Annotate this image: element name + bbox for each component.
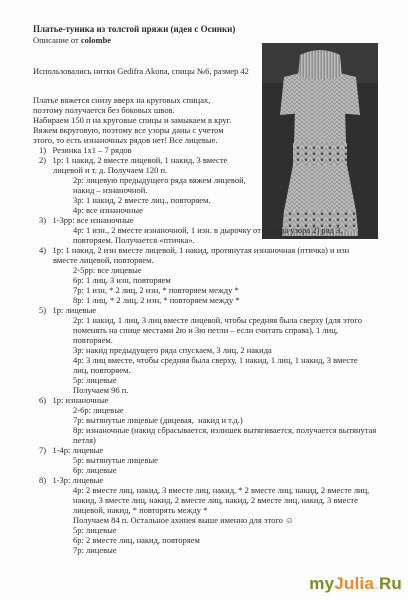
instruction-line: 5р: вытянутые лицевые: [73, 455, 158, 465]
instruction-line: 6р: лицевые: [73, 465, 117, 475]
instruction-line: 5) 1р: лицевые: [39, 305, 97, 315]
instruction-line: 2) 1р: 1 накид, 2 вместе лицевой, 1 накид, 3 вместе: [39, 155, 228, 165]
instruction-line: Вяжем вкруговую, поэтому все узоры даны с учетом: [33, 125, 224, 135]
instruction-line: вместе лицевой, повторяем.: [53, 255, 154, 265]
subtitle-prefix: Описание от: [33, 35, 81, 45]
logo-text-julia: Julia: [334, 574, 374, 593]
instruction-line: 6) 1р: изнаночные: [39, 395, 109, 405]
instruction-line: лицевой и т. д. Получаем 120 п.: [53, 165, 168, 175]
instruction-line: Платье вяжется снизу вверх на круговых спицах,: [33, 95, 211, 105]
instruction-line: 6р: 2 вместе лиц, накид, повторяем: [73, 535, 200, 545]
instruction-line: повторяем.: [73, 335, 113, 345]
pattern-instructions: [33, 95, 383, 555]
instruction-line: 2-6р: лицевые: [73, 405, 124, 415]
instruction-line: 3) 1-3рр: все изнаночные: [39, 215, 134, 225]
instruction-line: 7р: лицевые: [73, 545, 117, 555]
instruction-line: 8) 1-3р: лицевые: [39, 475, 104, 485]
instruction-line: 1) Резинка 1х1 – 7 рядов: [39, 145, 132, 155]
instruction-line: 4) 1р: 1 накид, 2 изн вместе лицевой, 1 накид, протянутая изнаночная (птичка) и изн: [39, 245, 350, 255]
instruction-line: Набираем 150 п на круговые спицы и замыкаем в круг.: [33, 115, 232, 125]
instruction-line: 5р: лицевые: [73, 525, 117, 535]
logo-text-my: my: [309, 574, 335, 593]
instruction-line: накид, 3 вместе лиц, накид, 2 вместе лиц, накид, 2 вместе лиц, накид, 3 вместе: [73, 495, 358, 505]
instruction-line: 2-5рр: все лицевые: [73, 265, 142, 275]
logo-text-ru: Ru: [378, 574, 402, 593]
instruction-line: лиц, повторяем.: [73, 365, 131, 375]
instruction-line: 6р: 1 лиц, 3 изн, повторяем: [73, 275, 171, 285]
instruction-line: 4р: 3 лиц вместе, чтобы средняя была сверху, 1 накид, 1 лиц, 1 накид, 3 вместе: [73, 355, 358, 365]
logo-dot: .: [374, 574, 379, 593]
document-subtitle: [33, 35, 111, 45]
instruction-line: Получаем 96 п.: [73, 385, 129, 395]
instruction-line: 4р: 1 изн., 2 вместе изнаночной, 1 изн. в дырочку от накида узора 2) ряд 3,: [73, 225, 343, 235]
instruction-line: повторяем. Получается «птичка».: [73, 235, 195, 245]
instruction-line: 8р: изнаночные (накид сбрасывается, излишек вытягивается, получается вытянутая: [73, 425, 377, 435]
instruction-line: 2р: 1 накид, 1 лиц, 3 лиц вместе лицевой, чтобы средняя была сверху (для этого: [73, 315, 362, 325]
instruction-line: накид – изнаночной.: [73, 185, 148, 195]
instruction-line: Получаем 84 п. Остальное ахинея выше именно для этого ☺: [73, 515, 294, 525]
instruction-line: этого, то есть изнаночных рядов нет! Все лицевые.: [33, 135, 218, 145]
document-title: Платье-туника из толстой пряжи (идея с Осинки): [33, 24, 236, 34]
site-logo: [309, 574, 402, 594]
instruction-line: 7р: вытянутые лицевые (дицевая, накид и т.д.): [73, 415, 243, 425]
yarn-info: Использовались нитки Gedifra Akona, спицы №6, размер 42: [33, 66, 249, 76]
instruction-line: 5р: лицевые: [73, 375, 117, 385]
instruction-line: 8р: 1 лиц, * 2 лиц, 2 изн, * повторяем между *: [73, 295, 240, 305]
instruction-line: 4р: все изнаночные: [73, 205, 143, 215]
instruction-line: 3р: 1 накид, 2 вместе лиц., повторяем.: [73, 195, 211, 205]
instruction-line: 2р: лицевую предыдущего ряда вяжем лицевой,: [73, 175, 246, 185]
instruction-line: поэтому получается без боковых швов.: [33, 105, 175, 115]
instruction-line: 7) 1-4р: лицевые: [39, 445, 104, 455]
instruction-line: лицевой, накид, * повторять между *: [73, 505, 208, 515]
instruction-line: поменять на спице местами 2ю и 3ю петли – если считать справа), 1 лиц,: [73, 325, 338, 335]
subtitle-author: colombe: [80, 35, 112, 45]
instruction-line: 4р: 2 вместе лиц, накид, 3 вместе лиц, накид, * 2 вместе лиц, накид, 2 вместе лиц,: [73, 485, 370, 495]
instruction-line: 3р: накид предыдущего ряда спускаем, 3 лиц, 2 накида: [73, 345, 272, 355]
instruction-line: 7р: 1 изн, * 2 лиц, 2 изн, * повторяем между *: [73, 285, 239, 295]
instruction-line: петля): [73, 435, 96, 445]
